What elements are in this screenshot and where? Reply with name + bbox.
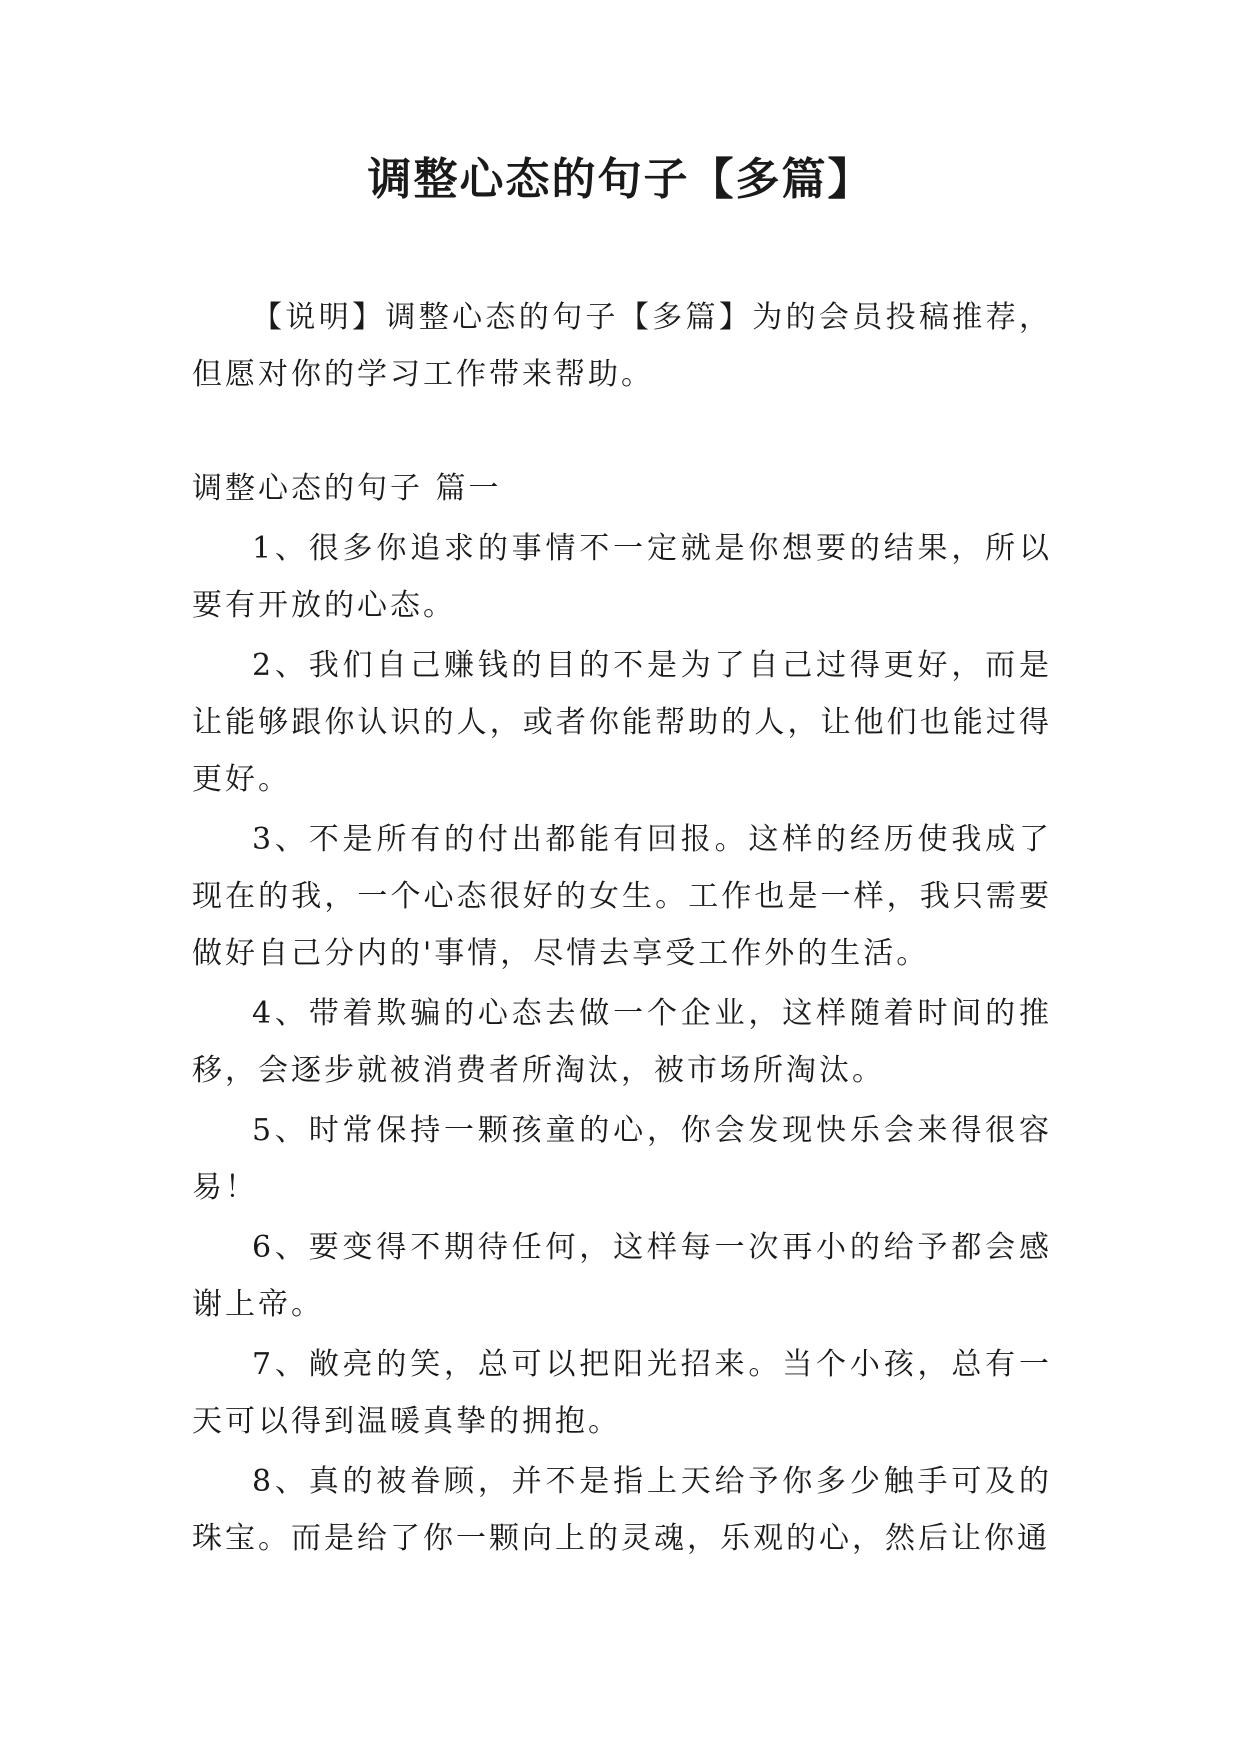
list-item: 7、敞亮的笑，总可以把阳光招来。当个小孩，总有一天可以得到温暖真挚的拥抱。 <box>192 1347 1052 1439</box>
list-item: 5、时常保持一颗孩童的心，你会发现快乐会来得很容易！ <box>192 1113 1052 1205</box>
list-item: 1、很多你追求的事情不一定就是你想要的结果，所以要有开放的心态。 <box>192 531 1052 623</box>
list-item: 2、我们自己赚钱的目的不是为了自己过得更好，而是让能够跟你认识的人，或者你能帮助的人，让他们也能过得更好。 <box>192 648 1052 797</box>
list-item: 6、要变得不期待任何，这样每一次再小的给予都会感谢上帝。 <box>192 1230 1052 1322</box>
intro-paragraph: 【说明】调整心态的句子【多篇】为的会员投稿推荐，但愿对你的学习工作带来帮助。 <box>192 300 1052 392</box>
section-heading: 调整心态的句子 篇一 <box>192 471 502 506</box>
document-title: 调整心态的句子【多篇】 <box>367 154 874 205</box>
list-item: 4、带着欺骗的心态去做一个企业，这样随着时间的推移，会逐步就被消费者所淘汰，被市场所淘汰。 <box>192 996 1052 1088</box>
sentence-list <box>192 520 1052 1570</box>
list-item: 8、真的被眷顾，并不是指上天给予你多少触手可及的珠宝。而是给了你一颗向上的灵魂，乐观的心，然后让你通 <box>192 1464 1052 1556</box>
list-item: 3、不是所有的付出都能有回报。这样的经历使我成了现在的我，一个心态很好的女生。工作也是一样，我只需要做好自己分内的'事情，尽情去享受工作外的生活。 <box>192 822 1052 971</box>
